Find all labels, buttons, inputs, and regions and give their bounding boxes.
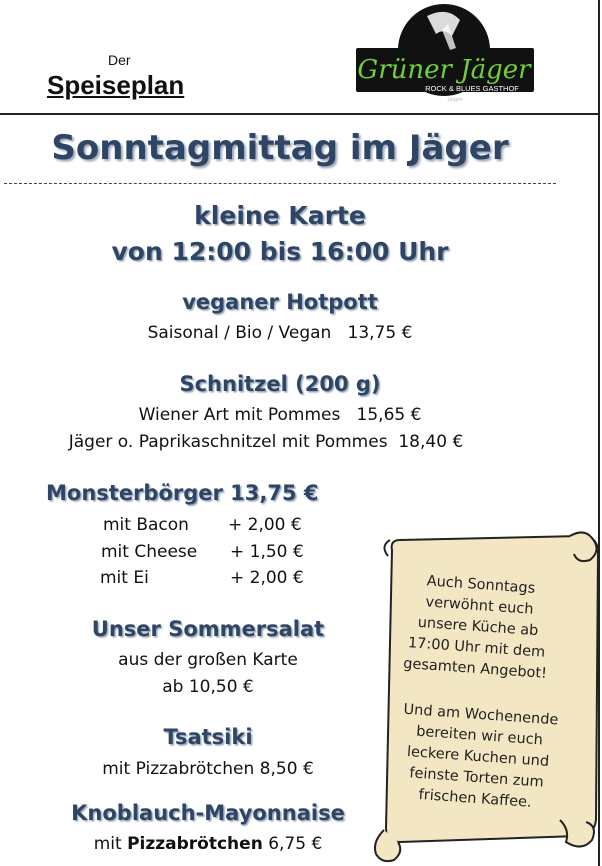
section-heading-salat: Unser Sommersalat	[91, 617, 325, 641]
menu-title: Sonntagmittag im Jäger	[51, 128, 509, 168]
subtitle-line1: kleine Karte	[194, 201, 366, 230]
menu-item-schnitzel-jaeger: Jäger o. Paprikaschnitzel mit Pommes 18,40 €	[68, 432, 464, 452]
scroll-text-block-2	[385, 699, 572, 816]
menu-item-hotpott: Saisonal / Bio / Vegan 13,75 €	[147, 323, 413, 343]
scroll-line: verwöhnt euch	[424, 594, 535, 618]
menu-item-schnitzel-wiener: Wiener Art mit Pommes 15,65 €	[138, 405, 422, 425]
extra-cheese-label: mit Cheese	[101, 542, 198, 562]
menu-item-tsatsiki: mit Pizzabrötchen 8,50 €	[102, 759, 314, 779]
menu-item-salat-price: ab 10,50 €	[162, 677, 254, 697]
scroll-line: Und am Wochenende	[403, 701, 559, 729]
section-heading-schnitzel: Schnitzel (200 g)	[179, 372, 381, 396]
extra-ei-label: mit Ei	[100, 568, 149, 588]
scroll-line: Auch Sonntags	[426, 573, 536, 597]
scroll-line: leckere Kuchen und	[406, 744, 550, 770]
header-der: Der	[108, 52, 131, 68]
section-heading-tsatsiki: Tsatsiki	[163, 725, 253, 749]
logo-town: Lingen	[447, 97, 463, 103]
scroll-line: frischen Kaffee.	[418, 786, 533, 811]
scroll-text-block-1	[385, 569, 572, 686]
extra-cheese-price: + 1,50 €	[230, 542, 304, 562]
logo-subtitle: ROCK & BLUES GASTHOF	[425, 84, 519, 93]
scroll-line: 17:00 Uhr mit dem	[407, 635, 546, 661]
mayo-bold: Pizzabrötchen	[127, 834, 263, 854]
section-heading-mayo: Knoblauch-Mayonnaise	[71, 801, 345, 825]
subtitle-line2: von 12:00 bis 16:00 Uhr	[111, 237, 449, 266]
logo-name: Grüner Jäger	[357, 55, 531, 85]
extra-ei-price: + 2,00 €	[230, 568, 304, 588]
extra-bacon-label: mit Bacon	[103, 515, 189, 535]
mayo-prefix: mit	[93, 834, 128, 854]
scroll-line: bereiten wir euch	[415, 723, 544, 749]
mayo-suffix: 6,75 €	[262, 834, 323, 854]
extra-bacon-price: + 2,00 €	[228, 515, 302, 535]
header-divider	[0, 113, 600, 115]
section-heading-hotpott: veganer Hotpott	[182, 290, 378, 314]
scroll-line: unsere Küche ab	[417, 614, 539, 640]
menu-item-salat-desc: aus der großen Karte	[118, 650, 298, 670]
section-heading-boerger: Monsterbörger 13,75 €	[46, 481, 319, 505]
dashed-divider	[4, 183, 556, 184]
page-title: Speiseplan	[47, 70, 185, 100]
scroll-line: gesamten Angebot!	[402, 655, 548, 682]
gruener-jaeger-logo	[352, 2, 537, 107]
scroll-line: feinste Torten zum	[408, 765, 545, 791]
